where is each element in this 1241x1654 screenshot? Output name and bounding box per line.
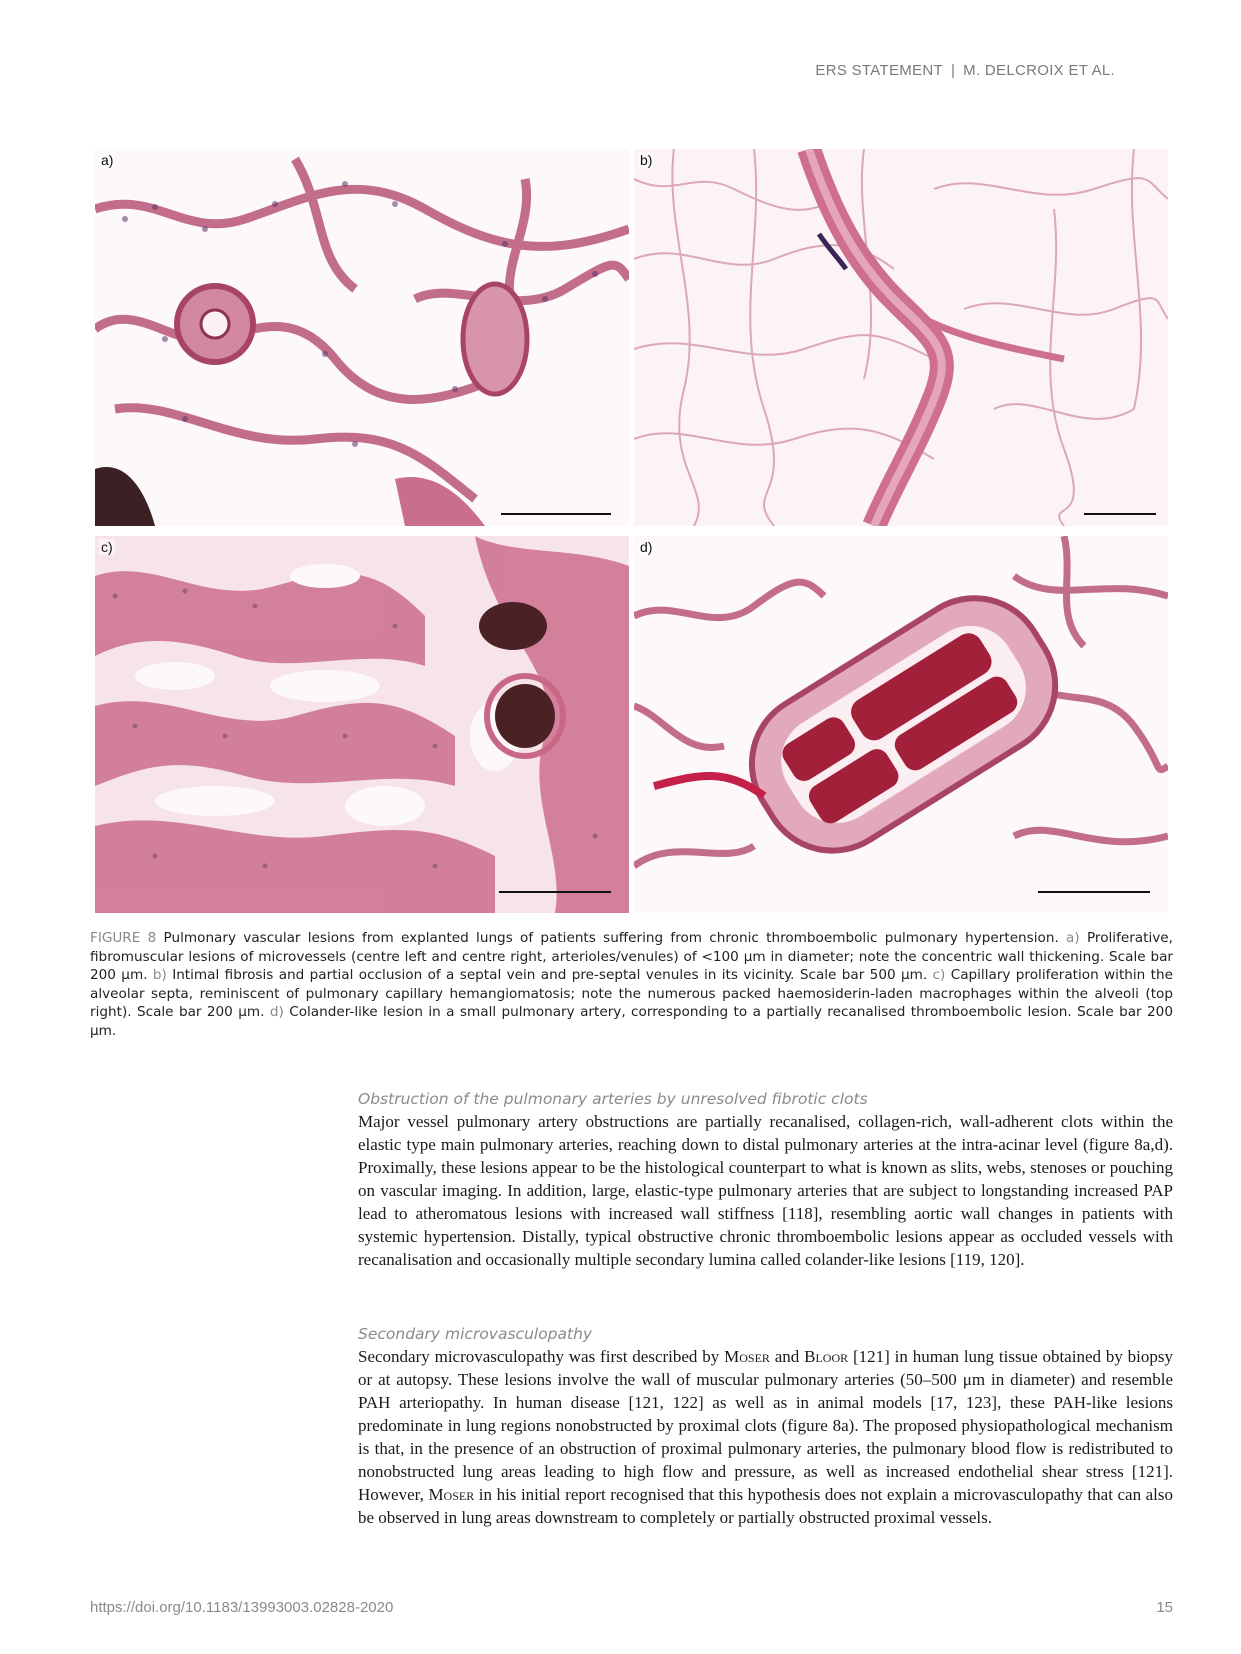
panel-c-label: c): [101, 539, 113, 555]
header-separator: |: [950, 62, 956, 79]
scale-bar: [501, 513, 611, 515]
section-body: [358, 1345, 1173, 1529]
body-fragment: Secondary microvasculopathy was first described by: [358, 1347, 720, 1366]
header-right: M. DELCROIX ET AL.: [963, 62, 1115, 79]
panel-a-label: a): [101, 152, 114, 168]
histology-micrograph-icon: [634, 536, 1168, 913]
page-number: 15: [1156, 1599, 1173, 1616]
figure-caption: [90, 929, 1173, 1041]
caption-a-label: a): [1066, 930, 1080, 946]
histology-micrograph-icon: [95, 536, 629, 913]
panel-d: [634, 536, 1168, 913]
scale-bar: [1084, 513, 1156, 515]
author-name: Moser: [428, 1485, 475, 1504]
figure-label: FIGURE 8: [90, 930, 157, 946]
panel-c: [95, 536, 629, 913]
caption-b-label: b): [152, 967, 167, 984]
doi-link[interactable]: https://doi.org/10.1183/13993003.02828-2020: [90, 1599, 394, 1616]
caption-d-label: d): [269, 1004, 284, 1021]
panel-a: [95, 149, 629, 526]
header-left: ERS STATEMENT: [815, 62, 943, 79]
caption-c-text: Capillary proliferation within the alveolar septa, reminiscent of pulmonary capillary hemangiomatosis; note the numerous packed haemosiderin-laden macrophages within the alveoli (top right). Scale bar 200 μm.: [90, 967, 1173, 1021]
histology-micrograph-icon: [95, 149, 629, 526]
body-fragment: in his initial report recognised that this hypothesis does not explain a microvasculopathy that can also be observed in lung areas downstream to completely or partially obstructed proximal vessels.: [358, 1485, 1174, 1527]
caption-c-label: c): [932, 967, 946, 984]
panel-d-label: d): [640, 539, 653, 555]
caption-a-text: Proliferative, fibromuscular lesions of microvessels (centre left and centre right, arterioles/venules) of <100 μm in diameter; note the concentric wall thickening. Scale bar 200 μm.: [90, 930, 1173, 984]
caption-b-text: Intimal fibrosis and partial occlusion of a septal vein and pre-septal venules in its vicinity. Scale bar 500 μm.: [172, 967, 928, 984]
body-fragment: [121] in human lung tissue obtained by biopsy or at autopsy. These lesions involve the wall of muscular pulmonary arteries (50–500 μm in diameter) and resemble PAH arteriopathy. In human disease [121, 122] as well as in animal models [17, 123], these PAH-like lesions predominate in lung regions nonobstructed by proximal clots (figure 8a). The proposed physiopathological mechanism is that, in the presence of an obstruction of proximal pulmonary arteries, the pulmonary blood flow is redistributed to nonobstructed lung areas leading to high flow and pressure, as well as increased endothelial shear stress [121]. However,: [358, 1347, 1174, 1504]
section-body: Major vessel pulmonary artery obstructions are partially recanalised, collagen-rich, wall-adherent clots within the elastic type main pulmonary arteries, reaching down to distal pulmonary arteries at the intra-acinar level (figure 8a,d). Proximally, these lesions appear to be the histological counterpart to what is known as slits, webs, stenoses or pouching on vascular imaging. In addition, large, elastic-type pulmonary arteries that are subject to longstanding increased PAP lead to atheromatous lesions with increased wall stiffness [118], resembling aortic wall changes in patients with systemic hypertension. Distally, typical obstructive chronic thromboembolic lesions appear as occluded vessels with recanalisation and occasionally multiple secondary lumina called colander-like lesions [119, 120].: [358, 1112, 1173, 1269]
section-title: Secondary microvasculopathy: [358, 1325, 593, 1343]
caption-title: Pulmonary vascular lesions from explanted lungs of patients suffering from chronic thromboembolic pulmonary hypertension.: [163, 930, 1059, 946]
author-name: Moser: [724, 1347, 770, 1366]
running-header: [815, 62, 1115, 79]
section-microvasculopathy: [358, 1325, 1173, 1529]
author-name: Bloor: [804, 1347, 849, 1366]
histology-micrograph-icon: [634, 149, 1168, 526]
panel-b-label: b): [640, 152, 653, 168]
caption-d-text: Colander-like lesion in a small pulmonary artery, corresponding to a partially recanalised thromboembolic lesion. Scale bar 200 μm.: [90, 1004, 1173, 1039]
section-obstruction: [358, 1090, 1173, 1271]
scale-bar: [499, 891, 611, 893]
scale-bar: [1038, 891, 1150, 893]
body-fragment: and: [774, 1347, 800, 1366]
figure-8: [95, 149, 1168, 913]
panel-b: [634, 149, 1168, 526]
section-title: Obstruction of the pulmonary arteries by unresolved fibrotic clots: [358, 1090, 868, 1108]
